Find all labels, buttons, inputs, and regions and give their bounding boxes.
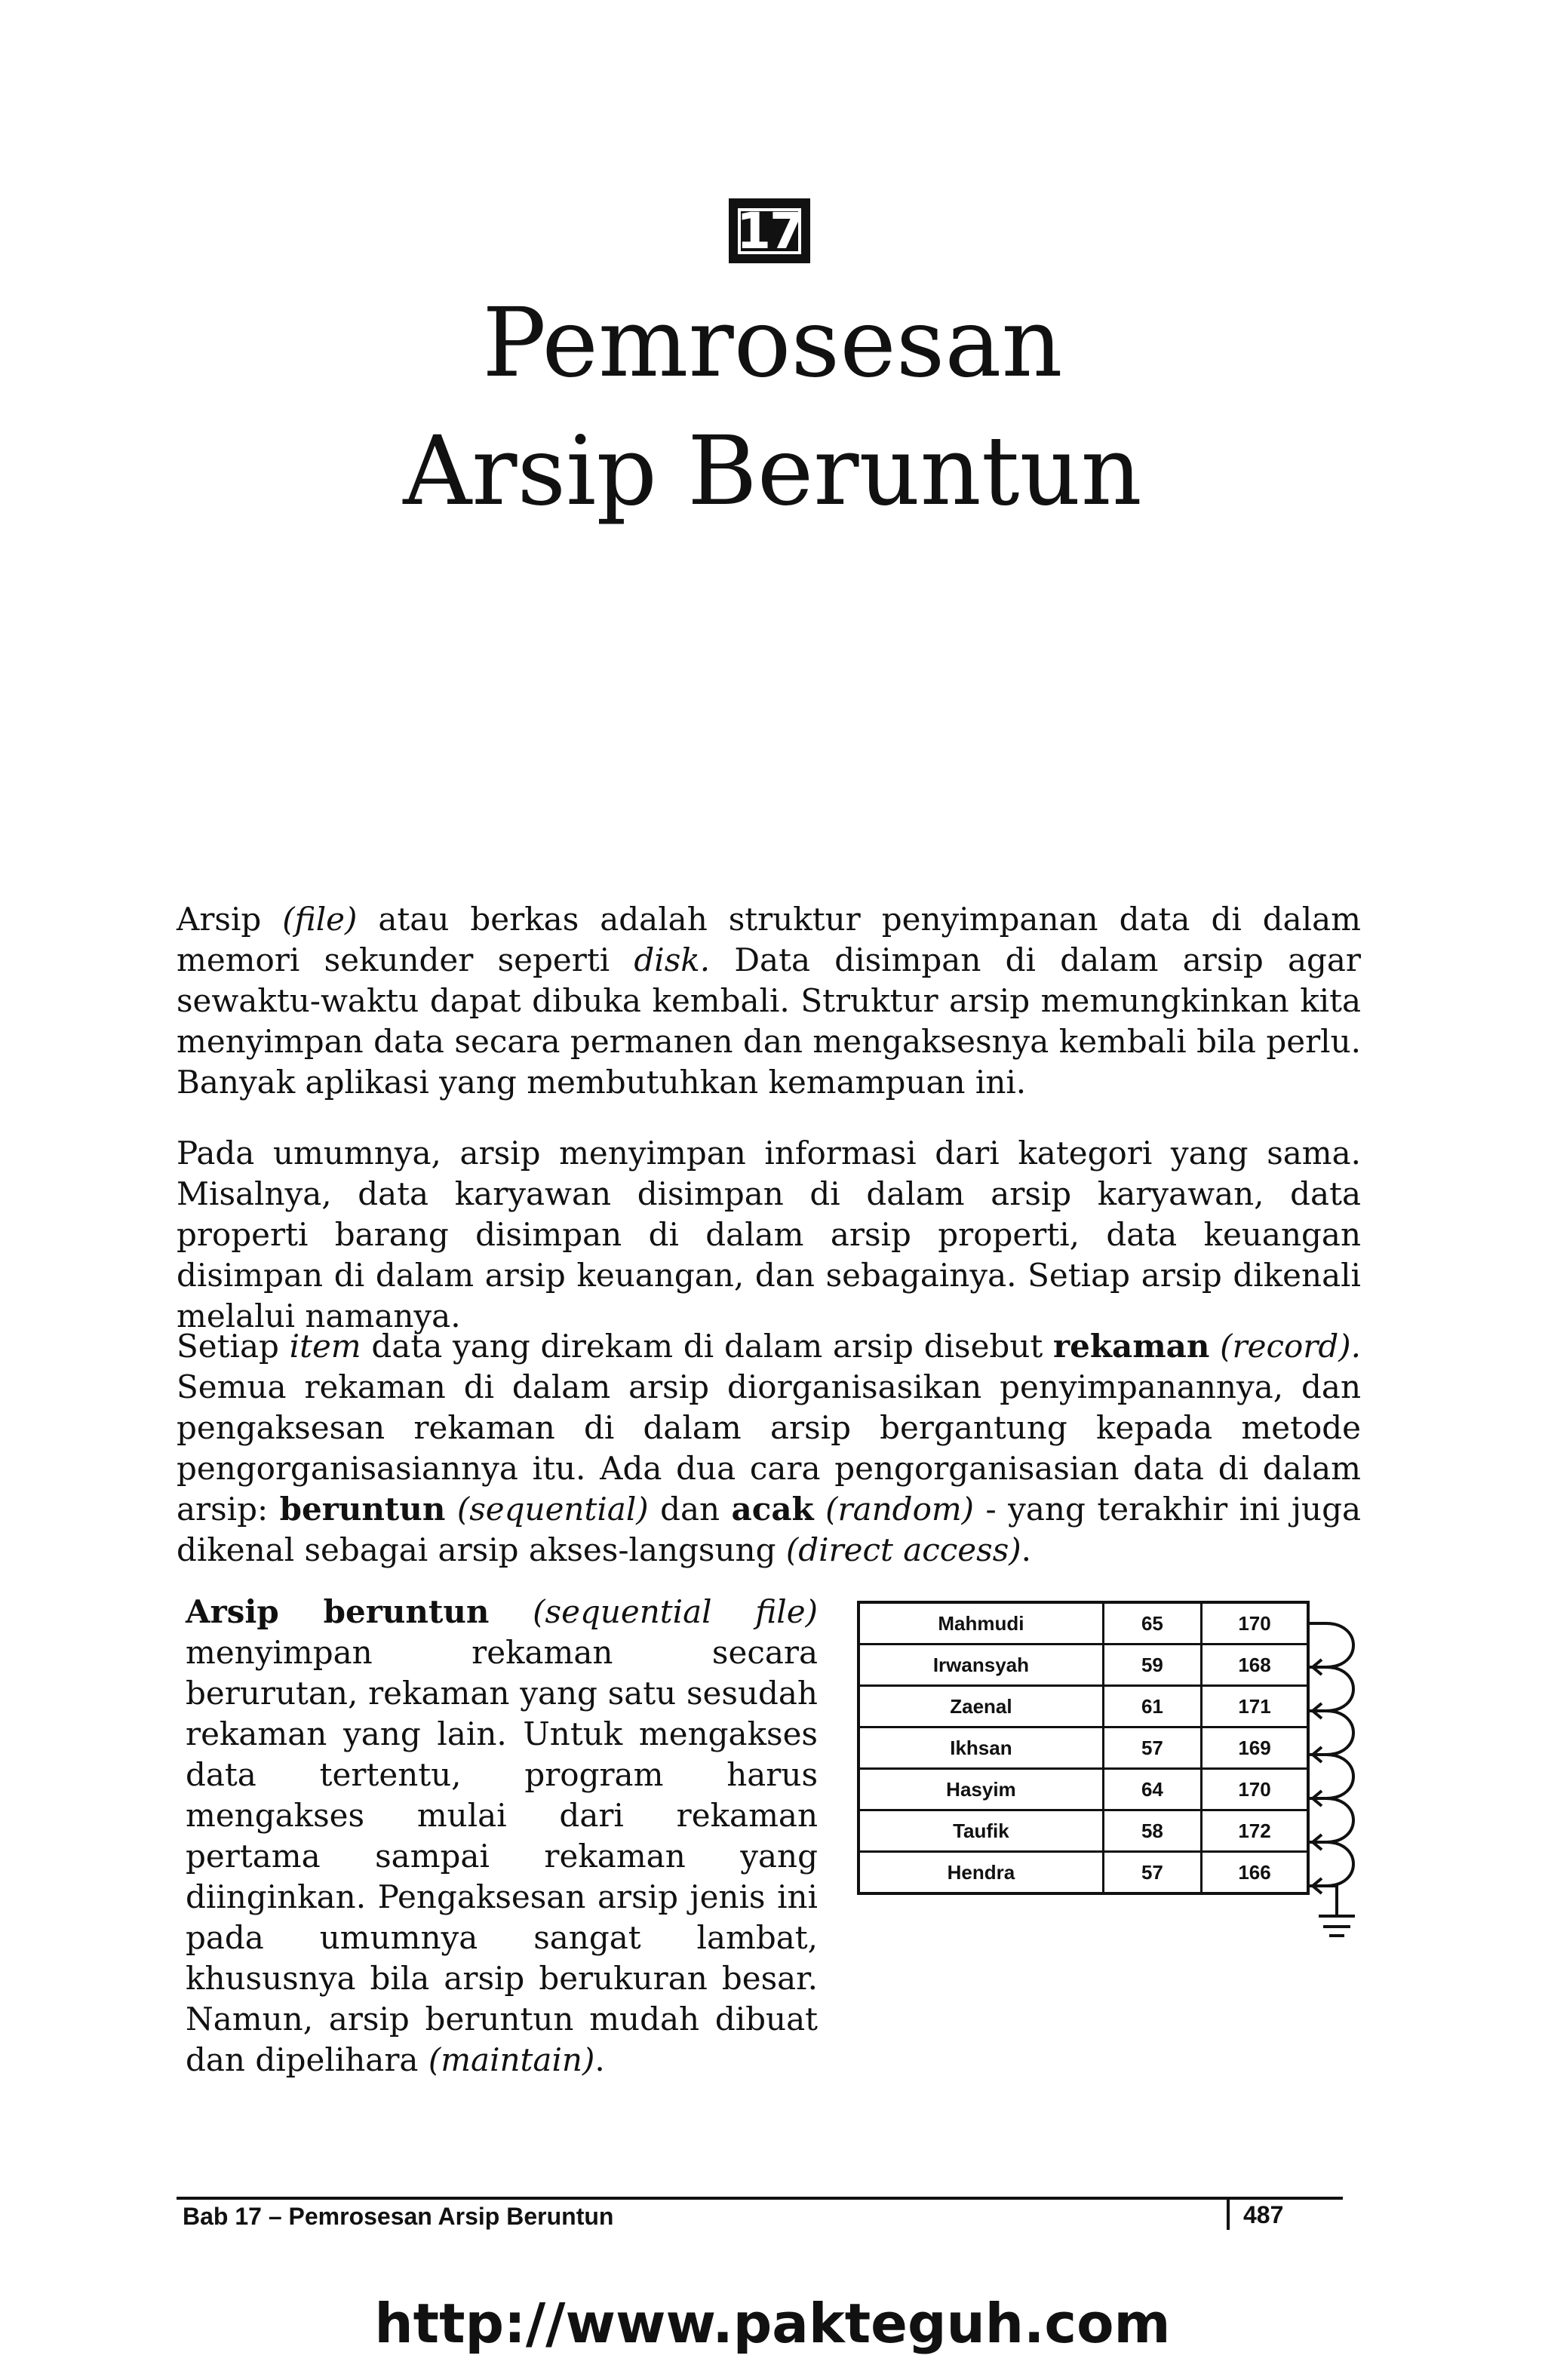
text-segment: - yang terakhir ini juga dikenal sebagai arsip akses-langsung — [177, 1491, 1362, 1568]
text-italic: (random) — [825, 1491, 975, 1528]
record-cell-b: 168 — [1202, 1645, 1308, 1686]
record-cell-a: 64 — [1103, 1769, 1201, 1810]
chapter-number: 17 — [732, 202, 807, 260]
text-segment: . — [594, 2041, 605, 2078]
chapter-title-line2: Arsip Beruntun — [403, 416, 1142, 527]
text-segment: dan — [648, 1491, 732, 1528]
chapter-number-badge — [729, 198, 810, 263]
text-italic: item — [289, 1328, 361, 1365]
text-bold: acak — [731, 1491, 814, 1528]
next-record-arrow — [1310, 1798, 1353, 1842]
next-record-arrow — [1310, 1711, 1353, 1755]
record-cell-a: 58 — [1103, 1810, 1201, 1852]
sequential-record-table — [857, 1601, 1310, 1895]
end-of-file-ground-symbol — [1310, 1886, 1337, 1916]
text-italic: (sequential file) — [533, 1593, 818, 1630]
record-row — [859, 1727, 1308, 1769]
record-row — [859, 1769, 1308, 1810]
paragraph-records — [177, 1326, 1361, 1571]
text-segment: Setiap — [177, 1328, 290, 1365]
text-italic: (direct access) — [785, 1531, 1021, 1568]
record-cell-a: 57 — [1103, 1852, 1201, 1894]
record-cell-name: Irwansyah — [859, 1645, 1103, 1686]
text-italic: disk. — [634, 941, 711, 978]
record-cell-name: Mahmudi — [859, 1602, 1103, 1645]
record-cell-name: Hasyim — [859, 1769, 1103, 1810]
paragraph-intro — [177, 899, 1361, 1103]
record-cell-b: 170 — [1202, 1602, 1308, 1645]
record-cell-b: 169 — [1202, 1727, 1308, 1769]
text-bold: beruntun — [279, 1491, 446, 1528]
record-row — [859, 1602, 1308, 1645]
record-cell-name: Zaenal — [859, 1686, 1103, 1727]
chapter-title-line1: Pemrosesan — [482, 287, 1063, 398]
record-cell-b: 172 — [1202, 1810, 1308, 1852]
record-cell-name: Ikhsan — [859, 1727, 1103, 1769]
text-segment: menyimpan rekaman secara berurutan, rekaman yang satu sesudah rekaman yang lain. Untuk mengakses data tertentu, program harus mengakses mulai dari rekaman pertama sampai rekaman yang diinginkan. Pengaksesan arsip jenis ini pada umumnya sangat lambat, khususnya bila arsip berukuran besar. Namun, arsip beruntun mudah dibuat dan dipelihara — [186, 1634, 818, 2078]
page-number: 487 — [1243, 2201, 1284, 2228]
text-segment: Semua rekaman di dalam arsip diorganisasikan penyimpanannya, dan pengaksesan rekaman di dalam arsip bergantung kepada metode pengorganisasiannya itu. Ada dua cara pengorganisasian data di dalam arsip: — [177, 1368, 1361, 1528]
record-row — [859, 1686, 1308, 1727]
text-italic: (sequential) — [456, 1491, 649, 1528]
record-row — [859, 1810, 1308, 1852]
text-italic: (record). — [1220, 1328, 1361, 1365]
next-record-arrow — [1310, 1842, 1353, 1886]
record-cell-b: 170 — [1202, 1769, 1308, 1810]
next-record-arrow — [1310, 1667, 1353, 1711]
next-record-arrow — [1310, 1755, 1353, 1798]
paragraph-sequential-file — [186, 1592, 818, 2081]
paragraph-categories: Pada umumnya, arsip menyimpan informasi dari kategori yang sama. Misalnya, data karyawan disimpan di dalam arsip karyawan, data properti barang disimpan di dalam arsip properti, data keuangan disimpan di dalam arsip keuangan, dan sebagainya. Setiap arsip dikenali melalui namanya. — [177, 1135, 1361, 1334]
record-cell-name: Taufik — [859, 1810, 1103, 1852]
record-row — [859, 1852, 1308, 1894]
record-cell-a: 59 — [1103, 1645, 1201, 1686]
text-segment: Arsip — [177, 901, 283, 938]
sequence-arrows-diagram — [1310, 1596, 1393, 1943]
text-segment: data yang direkam di dalam arsip disebut — [361, 1328, 1054, 1365]
record-cell-a: 57 — [1103, 1727, 1201, 1769]
footer-chapter-label: Bab 17 – Pemrosesan Arsip Beruntun — [183, 2203, 614, 2230]
text-segment: Data disimpan di dalam arsip agar sewaktu-waktu dapat dibuka kembali. Struktur arsip memungkinkan kita menyimpan data secara permanen dan mengaksesnya kembali bila perlu. Banyak aplikasi yang membutuhkan kemampuan ini. — [177, 941, 1362, 1101]
record-row — [859, 1645, 1308, 1686]
website-url: http://www.pakteguh.com — [374, 2292, 1171, 2355]
next-record-arrow — [1310, 1623, 1353, 1667]
record-cell-b: 166 — [1202, 1852, 1308, 1894]
text-bold: rekaman — [1053, 1328, 1210, 1365]
text-italic: (maintain) — [428, 2041, 595, 2078]
record-cell-a: 61 — [1103, 1686, 1201, 1727]
footer-rule — [177, 2197, 1343, 2200]
text-italic: (file) — [282, 901, 358, 938]
record-cell-a: 65 — [1103, 1602, 1201, 1645]
record-cell-b: 171 — [1202, 1686, 1308, 1727]
text-bold: Arsip beruntun — [186, 1593, 490, 1630]
footer-separator — [1227, 2198, 1230, 2230]
record-cell-name: Hendra — [859, 1852, 1103, 1894]
text-segment: atau berkas adalah struktur penyimpanan data di dalam memori sekunder seperti — [177, 901, 1362, 978]
text-segment: . — [1021, 1531, 1032, 1568]
